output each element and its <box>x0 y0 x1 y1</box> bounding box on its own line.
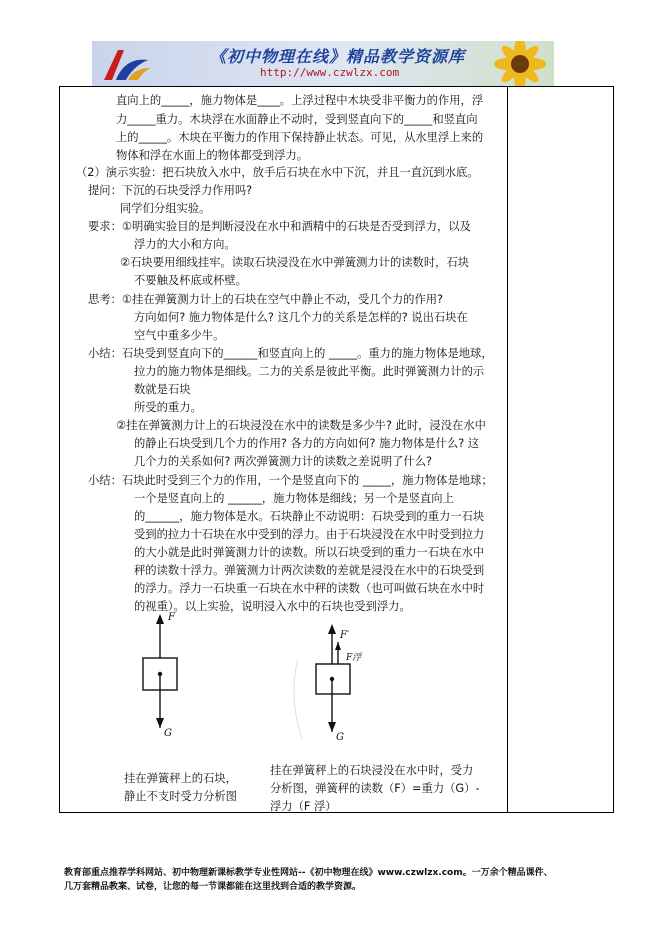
text-line: 拉力的施力物体是细线。二力的关系是彼此平衡。此时弹簧测力计的示 <box>134 365 485 378</box>
footer-line-1: 教育部重点推荐学科网站、初中物理新课标教学专业性网站--《初中物理在线》www.czwlzx.com。一万余个精品课件、 <box>64 868 553 878</box>
text-line: 方向如何? 施力物体是什么? 这几个力的关系是怎样的? 说出石块在 <box>134 311 468 324</box>
text-line: 同学们分组实验。 <box>120 202 211 215</box>
text-line: 小结：石块受到竖直向下的______和竖直向上的 _____。重力的施力物体是地球， <box>88 347 493 360</box>
text-line: 的大小就是此时弹簧测力计的读数。所以石块受到的重力一石块在水中 <box>134 546 485 559</box>
text-line: 的______，施力物体是水。石块静止不动说明：石块受到的重力一石块 <box>134 510 485 523</box>
text-line: 提问：下沉的石块受浮力作用吗? <box>88 184 253 197</box>
force-label-g: G <box>164 728 172 739</box>
force-diagram-air <box>118 608 208 748</box>
text-line: （2）演示实验：把石块放入水中，放手后石块在水中下沉，并且一直沉到水底。 <box>76 166 479 179</box>
footer-line-2: 几万套精品教案、试卷，让您的每一节课都能在这里找到合适的教学资源。 <box>64 882 362 892</box>
text-line: 的静止石块受到几个力的作用? 各力的方向如何? 施力物体是什么? 这 <box>134 437 480 450</box>
force-label-buoyancy: F浮 <box>346 653 362 663</box>
text-line: 秤的读数十浮力。弹簧测力计两次读数的差就是浸没在水中的石块受到 <box>134 564 485 577</box>
text-line: 思考：①挂在弹簧测力计上的石块在空气中静止不动，受几个力的作用? <box>88 293 444 306</box>
force-label-g: G <box>336 732 344 743</box>
text-line: 物体和浮在水面上的物体都受到浮力。 <box>116 149 309 162</box>
text-line: 小结：石块此时受到三个力的作用，一个是竖直向下的 _____，施力物体是地球； <box>88 474 493 487</box>
text-line: 数就是石块 <box>134 383 191 396</box>
text-line: 空气中重多少牛。 <box>134 329 225 342</box>
text-line: 要求：①明确实验目的是判断浸没在水中和酒精中的石块是否受到浮力，以及 <box>88 220 471 233</box>
banner-title: 《初中物理在线》精品教学资源库 <box>210 47 466 66</box>
text-line: ②石块要用细线挂牢。读取石块浸没在水中弹簧测力计的读数时，石块 <box>120 256 470 269</box>
force-diagram-water <box>290 620 400 750</box>
figure-left-caption: 挂在弹簧秤上的石块， 静止不支时受力分析图 <box>124 772 237 803</box>
text-line: 浮力的大小和方向。 <box>134 238 236 251</box>
text-line: 上的_____。木块在平衡力的作用下保持静止状态。可见，从水里浮上来的 <box>116 131 484 144</box>
figure-right-caption: 挂在弹簧秤上的石块浸没在水中时，受力 分析图，弹簧秤的读数（F）=重力（G）- 浮力（F 浮） <box>270 764 480 813</box>
text-line: 直向上的_____，施力物体是____。上浮过程中木块受非平衡力的作用，浮 <box>116 94 484 107</box>
text-line: 的浮力。浮力一石块重一石块在水中秤的读数（也可叫做石块在水中时 <box>134 582 485 595</box>
text-line: 受到的拉力十石块在水中受到的浮力。由于石块浸没在水中时受到拉力 <box>134 528 485 541</box>
sunflower-icon <box>480 41 550 86</box>
site-logo-icon <box>100 44 152 84</box>
text-line: 所受的重力。 <box>134 401 202 414</box>
text-line: 力_____重力。木块浮在水面静止不动时，受到竖直向下的_____和竖直向 <box>116 113 478 126</box>
text-line: 一个是竖直向上的 ______，施力物体是细线；另一个是竖直向上 <box>134 492 454 505</box>
table-right-column <box>507 87 508 812</box>
force-label-f-prime: F′ <box>340 630 350 641</box>
text-line: 不要触及杯底或杯壁。 <box>134 274 247 287</box>
banner-url[interactable]: http://www.czwlzx.com <box>260 66 400 79</box>
header-banner <box>92 41 554 86</box>
force-label-f: F <box>168 612 175 623</box>
text-line: ②挂在弹簧测力计上的石块浸没在水中的读数是多少牛? 此时，浸没在水中 <box>116 419 486 432</box>
text-line: 几个力的关系如何? 两次弹簧测力计的读数之差说明了什么? <box>134 455 433 468</box>
text-line: 的视重）。以上实验，说明浸入水中的石块也受到浮力。 <box>134 600 411 613</box>
